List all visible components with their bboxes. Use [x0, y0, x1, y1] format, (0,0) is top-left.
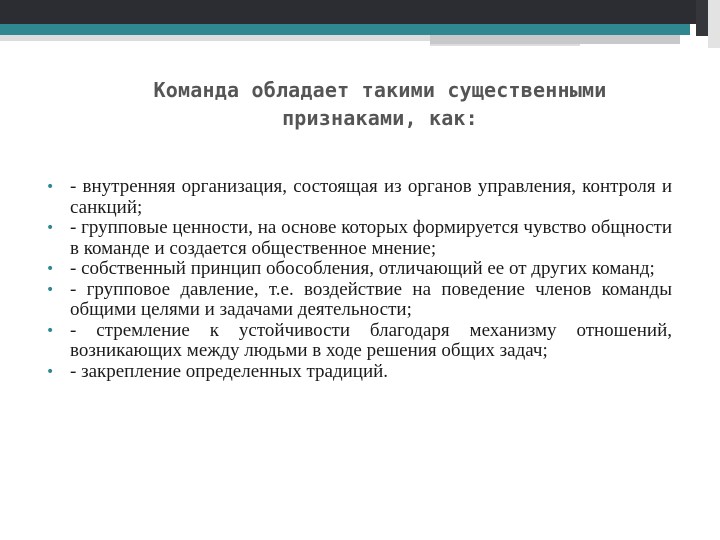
list-item-text: - внутренняя организация, состоящая из органов управления, контроля и санкций; — [70, 176, 672, 218]
header-accent-band — [0, 24, 690, 35]
slide-title: Команда обладает такими существенными признаками, как: — [153, 78, 607, 130]
list-item — [48, 259, 672, 280]
header-thin-line — [430, 44, 580, 46]
list-item — [48, 218, 672, 259]
corner-light-block — [708, 0, 720, 48]
list-item — [48, 321, 672, 362]
bullet-icon: • — [46, 363, 55, 380]
list-item — [48, 362, 672, 383]
header-dark-band — [0, 0, 720, 24]
bullet-icon: • — [46, 179, 55, 195]
header-gray-band — [0, 35, 430, 41]
list-item — [48, 177, 672, 218]
corner-dark-block — [696, 0, 708, 36]
list-item-text: - групповое давление, т.е. воздействие на поведение членов команды общими целями и задачами деятельности; — [70, 278, 672, 320]
list-item — [48, 280, 672, 321]
list-item-text: - стремление к устойчивости благодаря механизму отношений, возникающих между людьми в ходе решения общих задач; — [70, 319, 672, 361]
header-gray-band-right — [430, 35, 680, 44]
bullet-icon: • — [46, 322, 55, 339]
bullet-icon: • — [46, 261, 55, 277]
bullet-list — [48, 177, 672, 382]
list-item-text: - групповые ценности, на основе которых формируется чувство общности в команде и создается общественное мнение; — [70, 217, 672, 259]
bullet-icon: • — [46, 220, 55, 236]
list-item-text: - собственный принцип обособления, отличающий ее от других команд; — [70, 258, 655, 279]
bullet-icon: • — [46, 281, 55, 298]
list-item-text: - закрепление определенных традиций. — [70, 360, 389, 382]
